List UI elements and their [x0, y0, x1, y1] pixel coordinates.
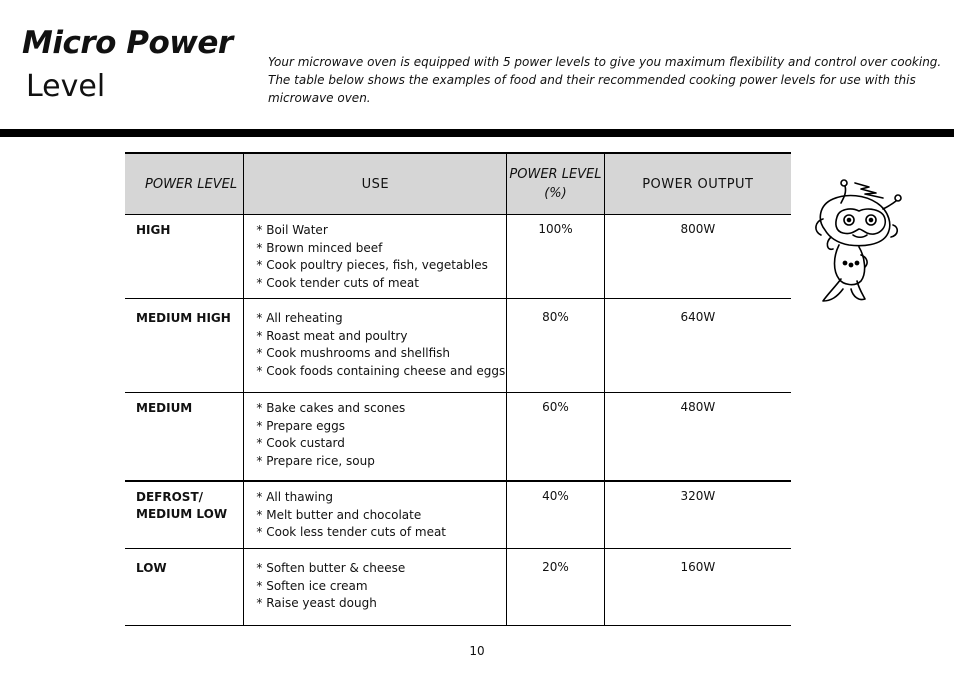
intro-line: The table below shows the examples of food and their recommended cooking power levels for use with this: [268, 73, 916, 87]
intro-line: Your microwave oven is equipped with 5 power levels to give you maximum flexibility and control over cooking.: [268, 55, 942, 69]
use-item: * All reheating: [256, 311, 343, 325]
column-header-percent-line1: POWER LEVEL: [509, 167, 602, 182]
output-cell: 480W: [604, 393, 791, 482]
header-divider: [0, 129, 954, 137]
use-cell: [244, 481, 507, 549]
use-item: * Raise yeast dough: [256, 596, 377, 610]
use-item: * Cook less tender cuts of meat: [256, 525, 447, 539]
level-name: LOW: [136, 561, 167, 575]
column-header-percent: [507, 153, 604, 215]
level-name: MEDIUM HIGH: [136, 311, 231, 325]
output-cell: 320W: [604, 481, 791, 549]
page-number: 10: [469, 644, 485, 658]
use-item: * All thawing: [256, 490, 333, 504]
level-cell: [125, 215, 244, 299]
table-row: [125, 393, 791, 482]
power-level-table: [125, 152, 791, 626]
page-subtitle: Level: [26, 69, 106, 104]
use-item: * Soften ice cream: [256, 578, 368, 593]
level-cell: [125, 299, 244, 393]
use-item: * Bake cakes and scones: [256, 401, 406, 415]
use-item: * Soften butter & cheese: [256, 561, 406, 575]
intro-text: [268, 53, 942, 107]
level-name: HIGH: [136, 223, 171, 237]
level-name: MEDIUM LOW: [136, 507, 228, 521]
use-item: * Cook tender cuts of meat: [256, 275, 419, 290]
table-row: [125, 215, 791, 299]
percent-cell: 60%: [507, 393, 604, 482]
table-row: [125, 299, 791, 393]
table-header-row: [125, 153, 791, 215]
level-cell: [125, 393, 244, 482]
intro-line: microwave oven.: [268, 91, 371, 105]
use-item: * Prepare rice, soup: [256, 453, 375, 468]
use-cell: [244, 549, 507, 626]
use-item: * Cook mushrooms and shellfish: [256, 346, 451, 360]
use-cell: [244, 215, 507, 299]
column-header-output: POWER OUTPUT: [604, 153, 791, 215]
use-cell: [244, 393, 507, 482]
output-cell: 640W: [604, 299, 791, 393]
table-row: [125, 481, 791, 549]
table-row: [125, 549, 791, 626]
use-cell: [244, 299, 507, 393]
use-item: * Cook foods containing cheese and eggs: [256, 363, 506, 378]
column-header-power-level: POWER LEVEL: [125, 153, 244, 215]
column-header-percent-line2: (%): [544, 186, 567, 201]
column-header-use: USE: [244, 153, 507, 215]
output-cell: 160W: [604, 549, 791, 626]
use-item: * Cook poultry pieces, fish, vegetables: [256, 258, 488, 272]
use-item: * Prepare eggs: [256, 418, 346, 433]
level-cell: [125, 549, 244, 626]
use-item: * Brown minced beef: [256, 240, 383, 255]
use-item: * Boil Water: [256, 223, 328, 237]
use-item: * Melt butter and chocolate: [256, 507, 422, 522]
percent-cell: 20%: [507, 549, 604, 626]
level-name: MEDIUM: [136, 401, 193, 415]
level-name: DEFROST/: [136, 490, 204, 504]
use-item: * Roast meat and poultry: [256, 328, 408, 343]
level-cell: [125, 481, 244, 549]
use-item: * Cook custard: [256, 436, 345, 450]
output-cell: 800W: [604, 215, 791, 299]
cartoon-mascot-icon: [803, 175, 908, 305]
page-title: Micro Power: [22, 25, 233, 61]
percent-cell: 40%: [507, 481, 604, 549]
percent-cell: 80%: [507, 299, 604, 393]
percent-cell: 100%: [507, 215, 604, 299]
